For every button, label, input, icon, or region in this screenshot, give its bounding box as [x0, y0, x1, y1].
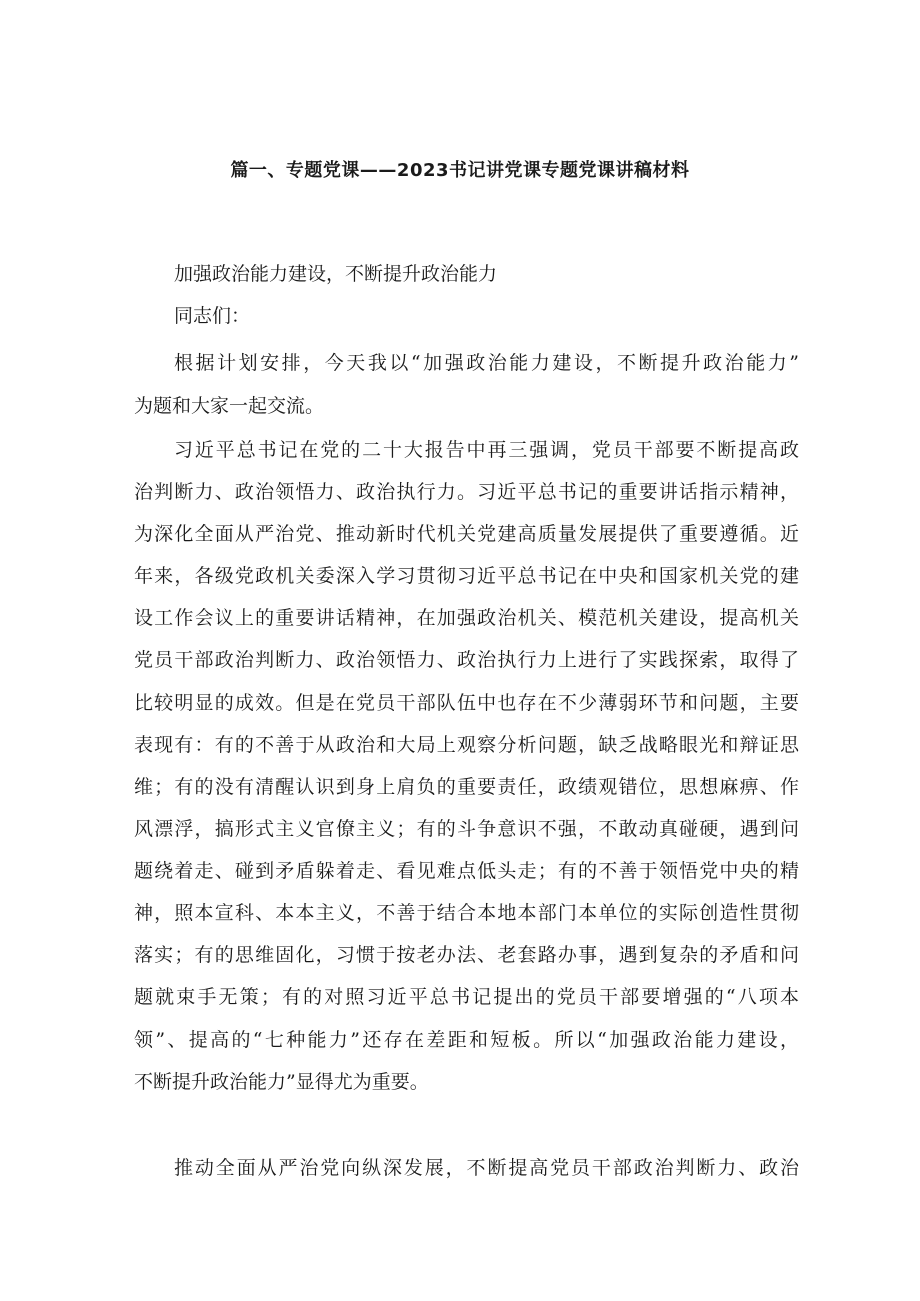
salutation: 同志们： [174, 305, 251, 327]
paragraph-line: 表现有：有的不善于从政治和大局上观察分析问题，缺乏战略眼光和辩证思 [134, 734, 799, 756]
paragraph-line: 风漂浮，搞形式主义官僚主义；有的斗争意识不强，不敢动真碰硬，遇到问 [134, 818, 799, 840]
paragraph-line: 比较明显的成效。但是在党员干部队伍中也存在不少薄弱环节和问题，主要 [134, 692, 799, 714]
paragraph-line: 习近平总书记在党的二十大报告中再三强调，党员干部要不断提高政 [174, 439, 799, 461]
paragraph-line: 维；有的没有清醒认识到身上肩负的重要责任，政绩观错位，思想麻痹、作 [134, 776, 799, 798]
paragraph-line: 设工作会议上的重要讲话精神，在加强政治机关、模范机关建设，提高机关 [134, 607, 799, 629]
paragraph-line: 治判断力、政治领悟力、政治执行力。习近平总书记的重要讲话指示精神， [134, 481, 799, 503]
paragraph-line: 题绕着走、碰到矛盾躲着走、看见难点低头走；有的不善于领悟党中央的精 [134, 860, 799, 882]
paragraph-line: 神，照本宣科、本本主义，不善于结合本地本部门本单位的实际创造性贯彻 [134, 902, 799, 924]
paragraph-line: 领”、提高的“七种能力”还存在差距和短板。所以“加强政治能力建设， [134, 1029, 799, 1051]
paragraph-line: 题就束手无策；有的对照习近平总书记提出的党员干部要增强的“八项本 [134, 986, 799, 1008]
paragraph-line: 党员干部政治判断力、政治领悟力、政治执行力上进行了实践探索，取得了 [134, 649, 799, 671]
document-title: 篇一、专题党课——2023书记讲党课专题党课讲稿材料 [230, 160, 690, 181]
paragraph-line: 为题和大家一起交流。 [134, 395, 325, 417]
paragraph-line: 推动全面从严治党向纵深发展，不断提高党员干部政治判断力、政治 [174, 1157, 799, 1179]
paragraph-line: 根据计划安排，今天我以“加强政治能力建设，不断提升政治能力” [174, 352, 799, 374]
paragraph-line: 为深化全面从严治党、推动新时代机关党建高质量发展提供了重要遵循。近 [134, 523, 799, 545]
document-subtitle: 加强政治能力建设，不断提升政治能力 [174, 263, 498, 285]
paragraph-line: 年来，各级党政机关委深入学习贯彻习近平总书记在中央和国家机关党的建 [134, 565, 799, 587]
paragraph-line: 落实；有的思维固化，习惯于按老办法、老套路办事，遇到复杂的矛盾和问 [134, 944, 799, 966]
paragraph-line: 不断提升政治能力”显得尤为重要。 [134, 1071, 429, 1093]
